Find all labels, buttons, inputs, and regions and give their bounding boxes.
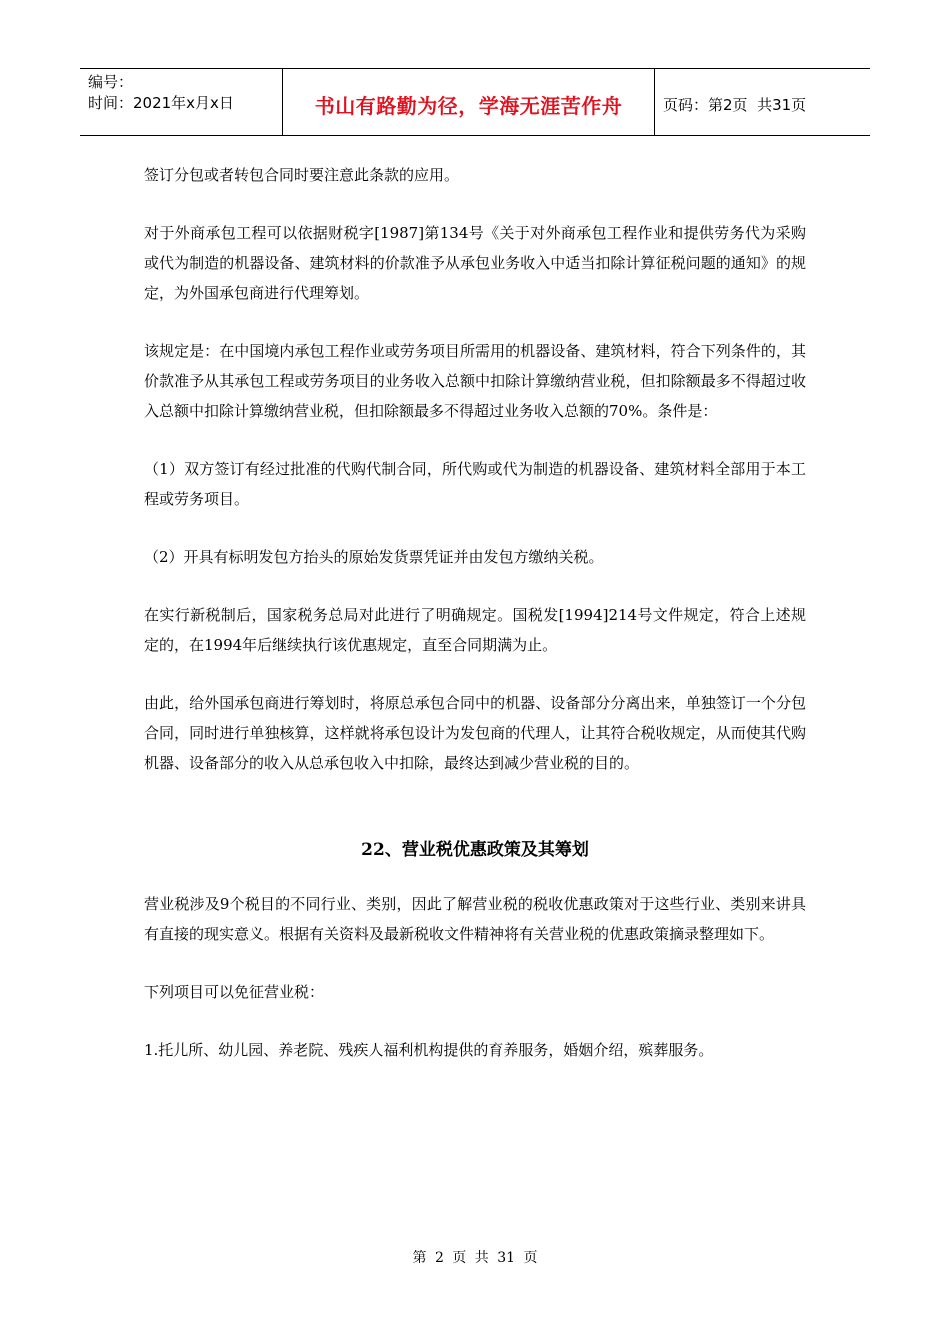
body-paragraph: 该规定是：在中国境内承包工程作业或劳务项目所需用的机器设备、建筑材料，符合下列条件的，其价款准予从其承包工程或劳务项目的业务收入总额中扣除计算缴纳营业税，但扣除额最多不得超过收入总额中扣除计算缴纳营业税，但扣除额最多不得超过业务收入总额的70%。条件是： [144,342,806,420]
body-paragraph: 签订分包或者转包合同时要注意此条款的应用。 [144,166,460,184]
body-paragraph: 在实行新税制后，国家税务总局对此进行了明确规定。国税发[1994]214号文件规定，符合上述规定的，在1994年后继续执行该优惠规定，直至合同期满为止。 [144,606,806,654]
document-number-label: 编号： [88,73,134,91]
body-paragraph: 由此，给外国承包商进行筹划时，将原总承包合同中的机器、设备部分分离出来，单独签订一个分包合同，同时进行单独核算，这样就将承包设计为发包商的代理人，让其符合税收规定，从而使其代购机器、设备部分的收入从总承包收入中扣除，最终达到减少营业税的目的。 [144,694,806,772]
section-paragraph: 营业税涉及9个税目的不同行业、类别，因此了解营业税的税收优惠政策对于这些行业、类别来讲具有直接的现实意义。根据有关资料及最新税收文件精神将有关营业税的优惠政策摘录整理如下。 [144,895,806,943]
header-motto-cell [282,69,655,135]
header-motto: 书山有路勤为径，学海无涯苦作舟 [314,93,623,118]
header-page-info: 页码：第2页 共31页 [663,95,807,114]
section-heading: 22、营业税优惠政策及其筹划 [361,840,589,860]
body-paragraph: 对于外商承包工程可以依据财税字[1987]第134号《关于对外商承包工程作业和提供劳务代为采购或代为制造的机器设备、建筑材料的价款准予从承包业务收入中适当扣除计算征税问题的通知》的规定，为外国承包商进行代理筹划。 [144,224,806,302]
document-body [144,160,806,1093]
page-footer: 第 2 页 共 31 页 [412,1250,538,1266]
section-paragraph: 1.托儿所、幼儿园、养老院、残疾人福利机构提供的育养服务，婚姻介绍，殡葬服务。 [144,1041,714,1059]
document-date: 时间：2021年x月x日 [88,94,234,112]
header-meta [80,69,282,135]
document-header [80,68,870,136]
body-paragraph: （2）开具有标明发包方抬头的原始发货票凭证并由发包方缴纳关税。 [144,548,604,566]
section-paragraph: 下列项目可以免征营业税： [144,983,325,1001]
body-paragraph: （1）双方签订有经过批准的代购代制合同，所代购或代为制造的机器设备、建筑材料全部用于本工程或劳务项目。 [144,460,806,508]
